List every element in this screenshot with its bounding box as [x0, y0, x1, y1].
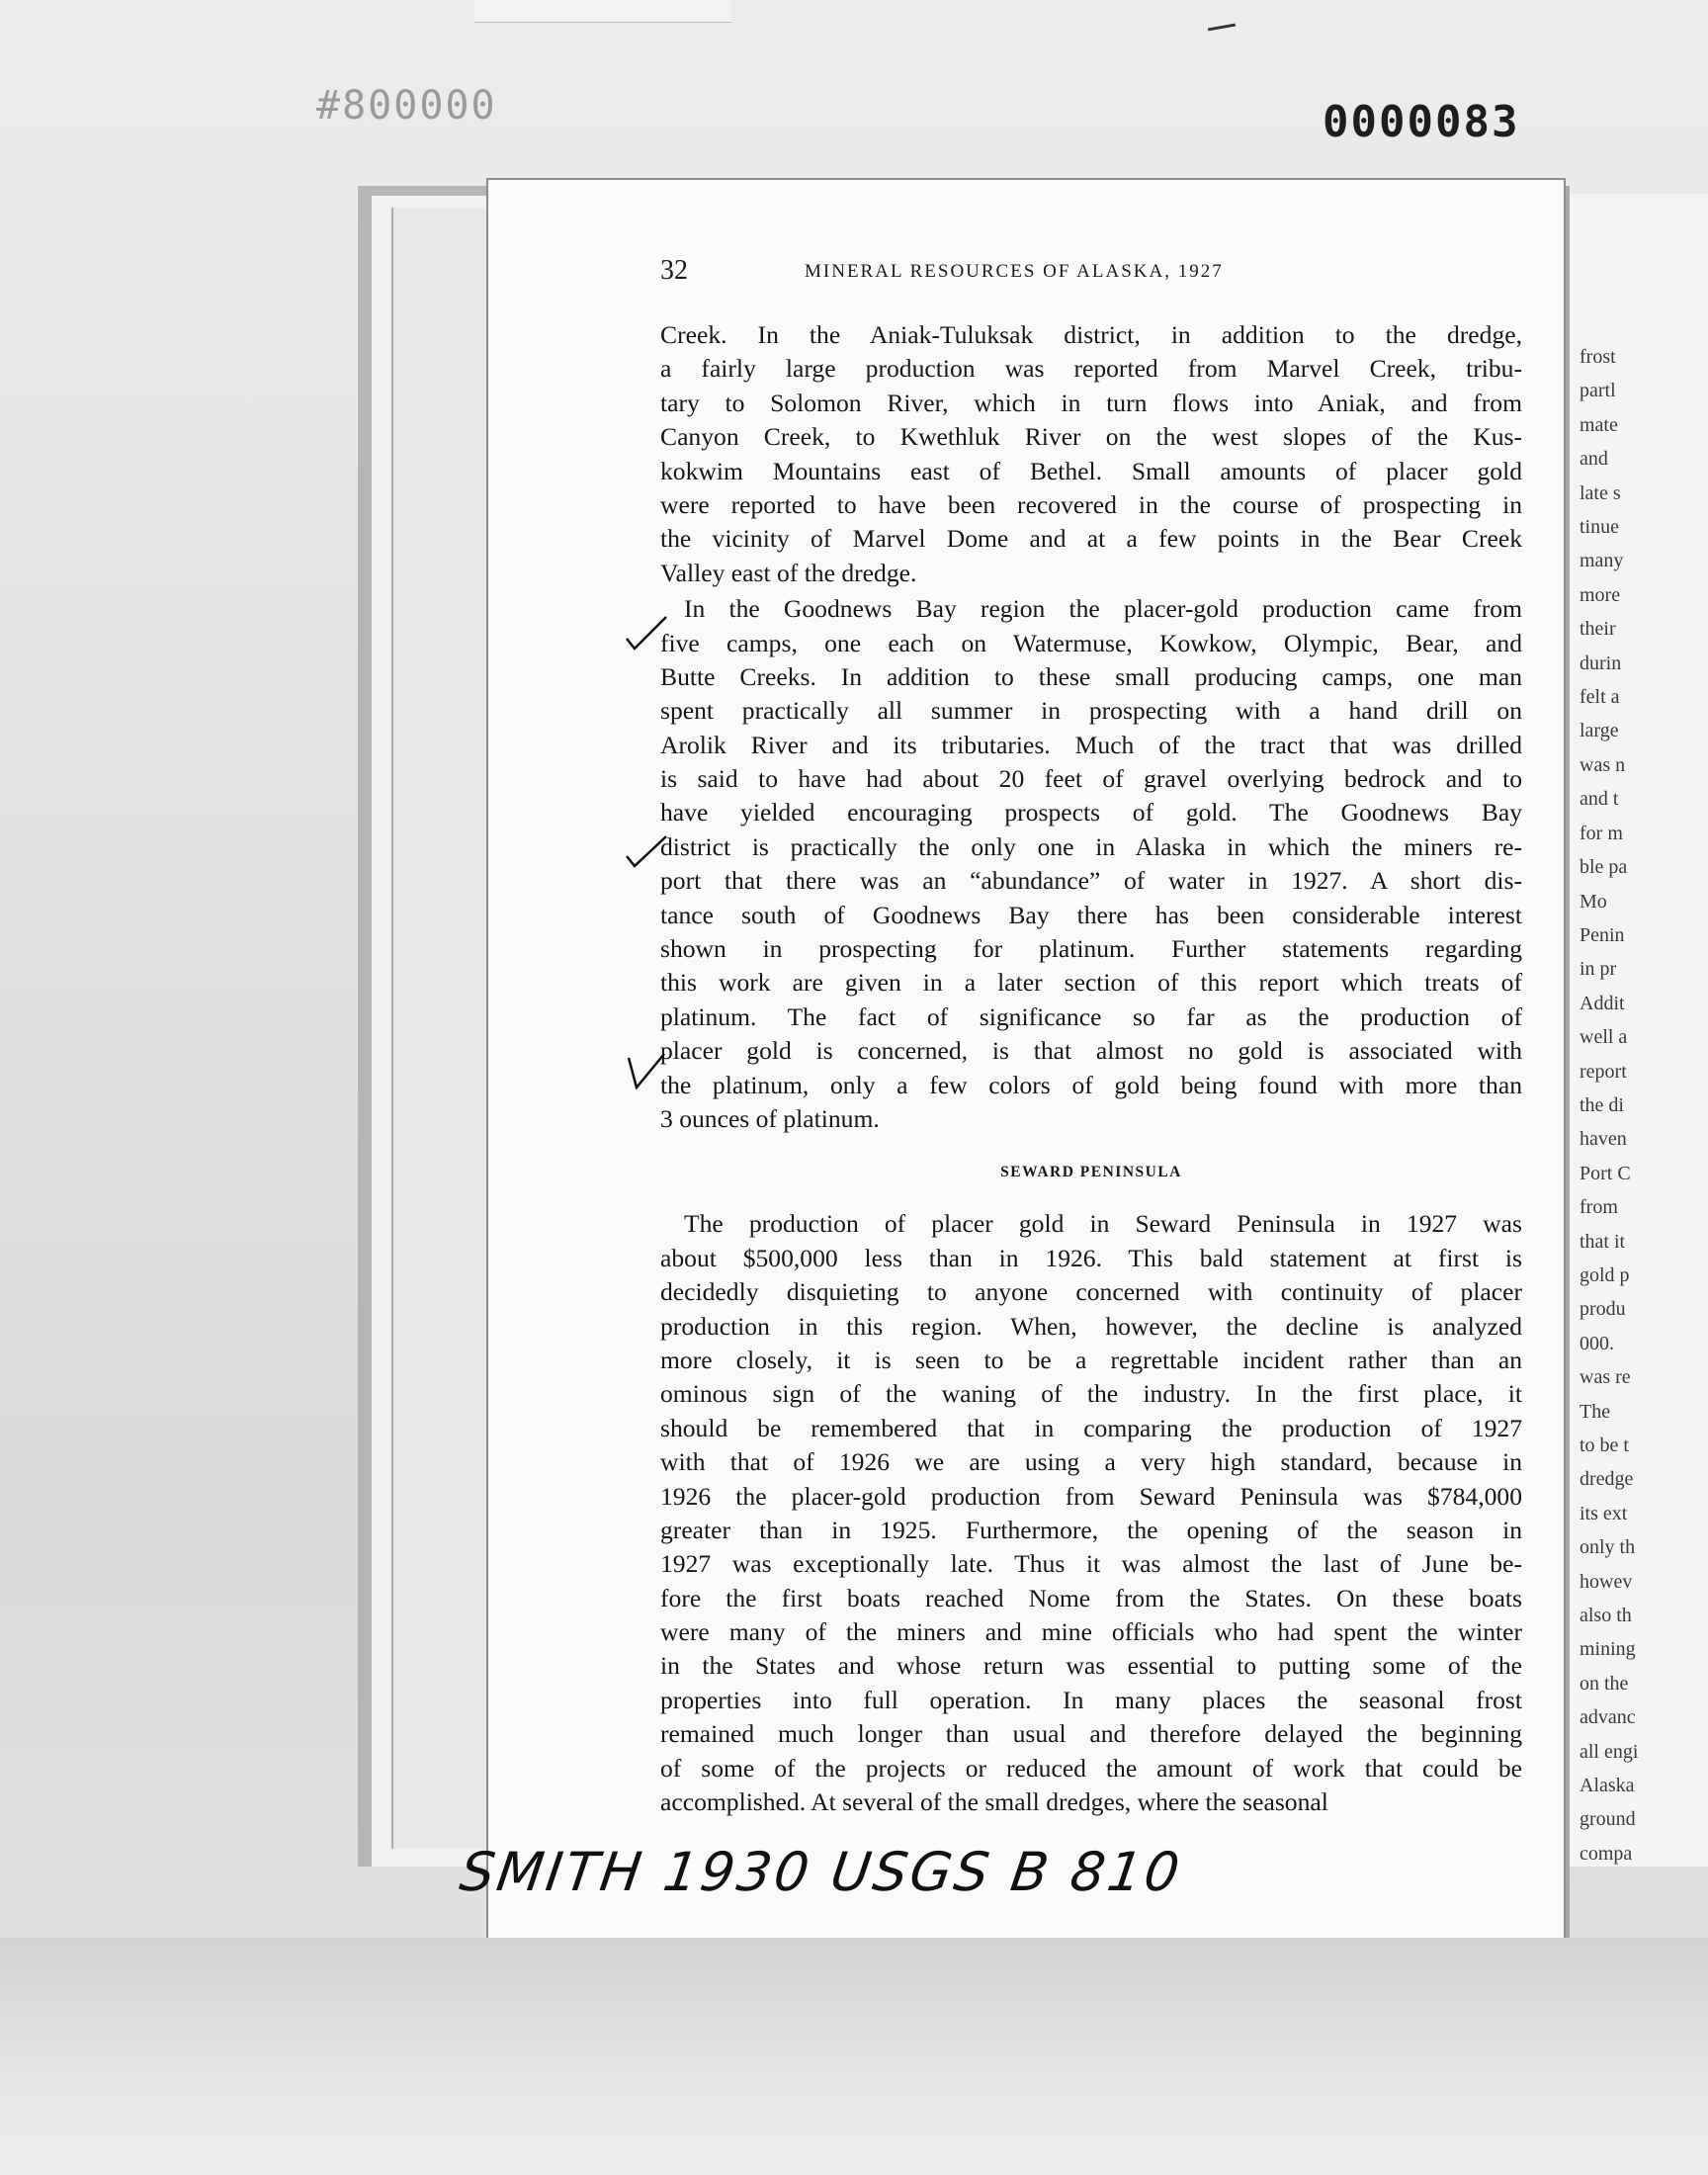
- adjacent-page-fragment: haven: [1580, 1128, 1627, 1151]
- paragraph-2: [660, 592, 1522, 1136]
- text-line: of some of the projects or reduced the amount of work that could be: [660, 1753, 1522, 1783]
- text-line: more closely, it is seen to be a regrettable incident rather than an: [660, 1345, 1522, 1374]
- text-line: five camps, one each on Watermuse, Kowkow, Olympic, Bear, and: [660, 628, 1522, 657]
- adjacent-page-fragment: mining: [1580, 1638, 1636, 1661]
- adjacent-page-fragment: their: [1580, 618, 1616, 641]
- text-line: this work are given in a later section of this report which treats of: [660, 968, 1522, 998]
- text-line: In the Goodnews Bay region the placer-gold production came from: [684, 594, 1522, 624]
- running-head: [660, 255, 1491, 295]
- adjacent-page-fragment: all engi: [1580, 1740, 1639, 1763]
- text-line: ominous sign of the waning of the industry. In the first place, it: [660, 1379, 1522, 1409]
- text-line: kokwim Mountains east of Bethel. Small amounts of placer gold: [660, 456, 1522, 485]
- binding-edge-inner: [391, 208, 496, 1849]
- adjacent-page-fragment: large: [1580, 720, 1619, 742]
- handwritten-citation: SMITH 1930 USGS B 810: [456, 1841, 1186, 1903]
- text-line: is said to have had about 20 feet of gravel overlying bedrock and to: [660, 764, 1522, 794]
- text-line: district is practically the only one in Alaska in which the miners re-: [660, 831, 1522, 861]
- adjacent-page-fragment: ble pa: [1580, 856, 1628, 879]
- text-line: tary to Solomon River, which in turn flows into Aniak, and from: [660, 388, 1522, 417]
- adjacent-page-fragment: Addit: [1580, 992, 1625, 1014]
- running-head-title: MINERAL RESOURCES OF ALASKA, 1927: [805, 261, 1224, 282]
- paragraph-1: [660, 318, 1522, 592]
- adjacent-page-fragment: Port C: [1580, 1162, 1631, 1184]
- text-line: Canyon Creek, to Kwethluk River on the west slopes of the Kus-: [660, 422, 1522, 452]
- adjacent-page-fragment: compa: [1580, 1842, 1633, 1865]
- adjacent-page-fragment: partl: [1580, 380, 1616, 402]
- adjacent-page-fragment: report: [1580, 1060, 1627, 1083]
- text-line: shown in prospecting for platinum. Further statements regarding: [660, 934, 1522, 964]
- text-line: greater than in 1925. Furthermore, the opening of the season in: [660, 1515, 1522, 1544]
- text-line: fore the first boats reached Nome from the States. On these boats: [660, 1583, 1522, 1612]
- text-line: with that of 1926 we are using a very high standard, because in: [660, 1447, 1522, 1477]
- adjacent-page-fragment: on the: [1580, 1672, 1629, 1695]
- adjacent-page-fragment: for m: [1580, 822, 1623, 844]
- adjacent-page-fragment: that it: [1580, 1230, 1626, 1253]
- adjacent-page-fragment: ground: [1580, 1808, 1636, 1831]
- adjacent-page-fragment: howev: [1580, 1570, 1633, 1593]
- text-line: were reported to have been recovered in the course of prospecting in: [660, 489, 1522, 519]
- adjacent-page-fragment: was re: [1580, 1366, 1631, 1389]
- text-line: Valley east of the dredge.: [660, 558, 917, 587]
- text-line: spent practically all summer in prospecting with a hand drill on: [660, 696, 1522, 726]
- text-line: should be remembered that in comparing the production of 1927: [660, 1413, 1522, 1442]
- adjacent-page-fragment: and: [1580, 448, 1608, 471]
- adjacent-page-fragment: mate: [1580, 413, 1618, 436]
- adjacent-page-fragment: well a: [1580, 1026, 1628, 1049]
- body-text: [660, 318, 1522, 1819]
- adjacent-page-fragment: from: [1580, 1196, 1618, 1219]
- adjacent-page-fragment: the di: [1580, 1093, 1624, 1116]
- adjacent-page-fragment: to be t: [1580, 1435, 1629, 1456]
- text-line: in the States and whose return was essential to putting some of the: [660, 1651, 1522, 1681]
- text-line: properties into full operation. In many places the seasonal frost: [660, 1685, 1522, 1714]
- adjacent-page-fragment: gold p: [1580, 1263, 1630, 1286]
- checkmark-icon: [625, 615, 668, 652]
- checkmark-icon: [625, 1052, 668, 1089]
- adjacent-page-fragment: many: [1580, 550, 1624, 572]
- stamp-right-number: 0000083: [1323, 97, 1520, 147]
- text-line: 1927 was exceptionally late. Thus it was almost the last of June be-: [660, 1549, 1522, 1579]
- text-line: Creek. In the Aniak-Tuluksak district, in addition to the dredge,: [660, 320, 1522, 349]
- text-line: a fairly large production was reported from Marvel Creek, tribu-: [660, 354, 1522, 384]
- text-line: Butte Creeks. In addition to these small producing camps, one man: [660, 661, 1522, 691]
- adjacent-page-fragment: felt a: [1580, 686, 1620, 709]
- adjacent-page-fragment: tinue: [1580, 516, 1619, 539]
- text-line: decidedly disquieting to anyone concerned with continuity of placer: [660, 1277, 1522, 1307]
- text-line: Arolik River and its tributaries. Much of the tract that was drilled: [660, 730, 1522, 759]
- text-line: platinum. The fact of significance so far as the production of: [660, 1001, 1522, 1031]
- page-number: 32: [660, 255, 688, 286]
- adjacent-page-fragment: frost: [1580, 346, 1616, 368]
- adjacent-page-fragment: 000.: [1580, 1332, 1614, 1354]
- text-line: the platinum, only a few colors of gold being found with more than: [660, 1070, 1522, 1099]
- text-line: port that there was an “abundance” of water in 1927. A short dis-: [660, 866, 1522, 896]
- section-heading: SEWARD PENINSULA: [1000, 1164, 1182, 1181]
- adjacent-page-fragment: also th: [1580, 1605, 1632, 1627]
- paragraph-3: [660, 1207, 1522, 1819]
- text-line: placer gold is concerned, is that almost no gold is associated with: [660, 1036, 1522, 1066]
- stamp-left-number: #800000: [316, 83, 497, 129]
- adjacent-page-fragment: Mo: [1580, 890, 1607, 913]
- adjacent-page-fragment: Alaska: [1580, 1775, 1635, 1797]
- text-line: tance south of Goodnews Bay there has been considerable interest: [660, 900, 1522, 929]
- adjacent-page-fragment: more: [1580, 583, 1621, 606]
- text-line: 3 ounces of platinum.: [660, 1103, 880, 1133]
- text-line: remained much longer than usual and therefore delayed the beginning: [660, 1719, 1522, 1749]
- adjacent-page-fragment: in pr: [1580, 958, 1617, 981]
- adjacent-page-fragment: was n: [1580, 753, 1626, 776]
- text-line: production in this region. When, however, the decline is analyzed: [660, 1311, 1522, 1341]
- adjacent-page-fragment: advanc: [1580, 1706, 1636, 1729]
- adjacent-page-fragment: durin: [1580, 652, 1622, 674]
- text-line: have yielded encouraging prospects of gold. The Goodnews Bay: [660, 798, 1522, 827]
- text-line: accomplished. At several of the small dredges, where the seasonal: [660, 1787, 1328, 1817]
- adjacent-page-fragment: and t: [1580, 788, 1619, 811]
- scan-bottom-shadow: [0, 1938, 1708, 2175]
- adjacent-page-fragment: Penin: [1580, 923, 1625, 946]
- adjacent-page-fragment: only th: [1580, 1536, 1636, 1559]
- adjacent-page-fragment: The: [1580, 1400, 1611, 1423]
- text-line: 1926 the placer-gold production from Seward Peninsula was $784,000: [660, 1481, 1522, 1511]
- adjacent-page-fragment: produ: [1580, 1298, 1626, 1321]
- text-line: The production of placer gold in Seward Peninsula in 1927 was: [684, 1209, 1522, 1239]
- adjacent-page-text: [1580, 340, 1708, 1870]
- text-line: about $500,000 less than in 1926. This bald statement at first is: [660, 1243, 1522, 1272]
- text-line: the vicinity of Marvel Dome and at a few points in the Bear Creek: [660, 524, 1522, 554]
- adjacent-page-fragment: dredge: [1580, 1468, 1634, 1491]
- clip-strip: [474, 0, 731, 23]
- text-line: were many of the miners and mine officials who had spent the winter: [660, 1617, 1522, 1647]
- checkmark-icon: [625, 832, 668, 870]
- adjacent-page-fragment: its ext: [1580, 1502, 1628, 1524]
- adjacent-page-fragment: late s: [1580, 481, 1621, 504]
